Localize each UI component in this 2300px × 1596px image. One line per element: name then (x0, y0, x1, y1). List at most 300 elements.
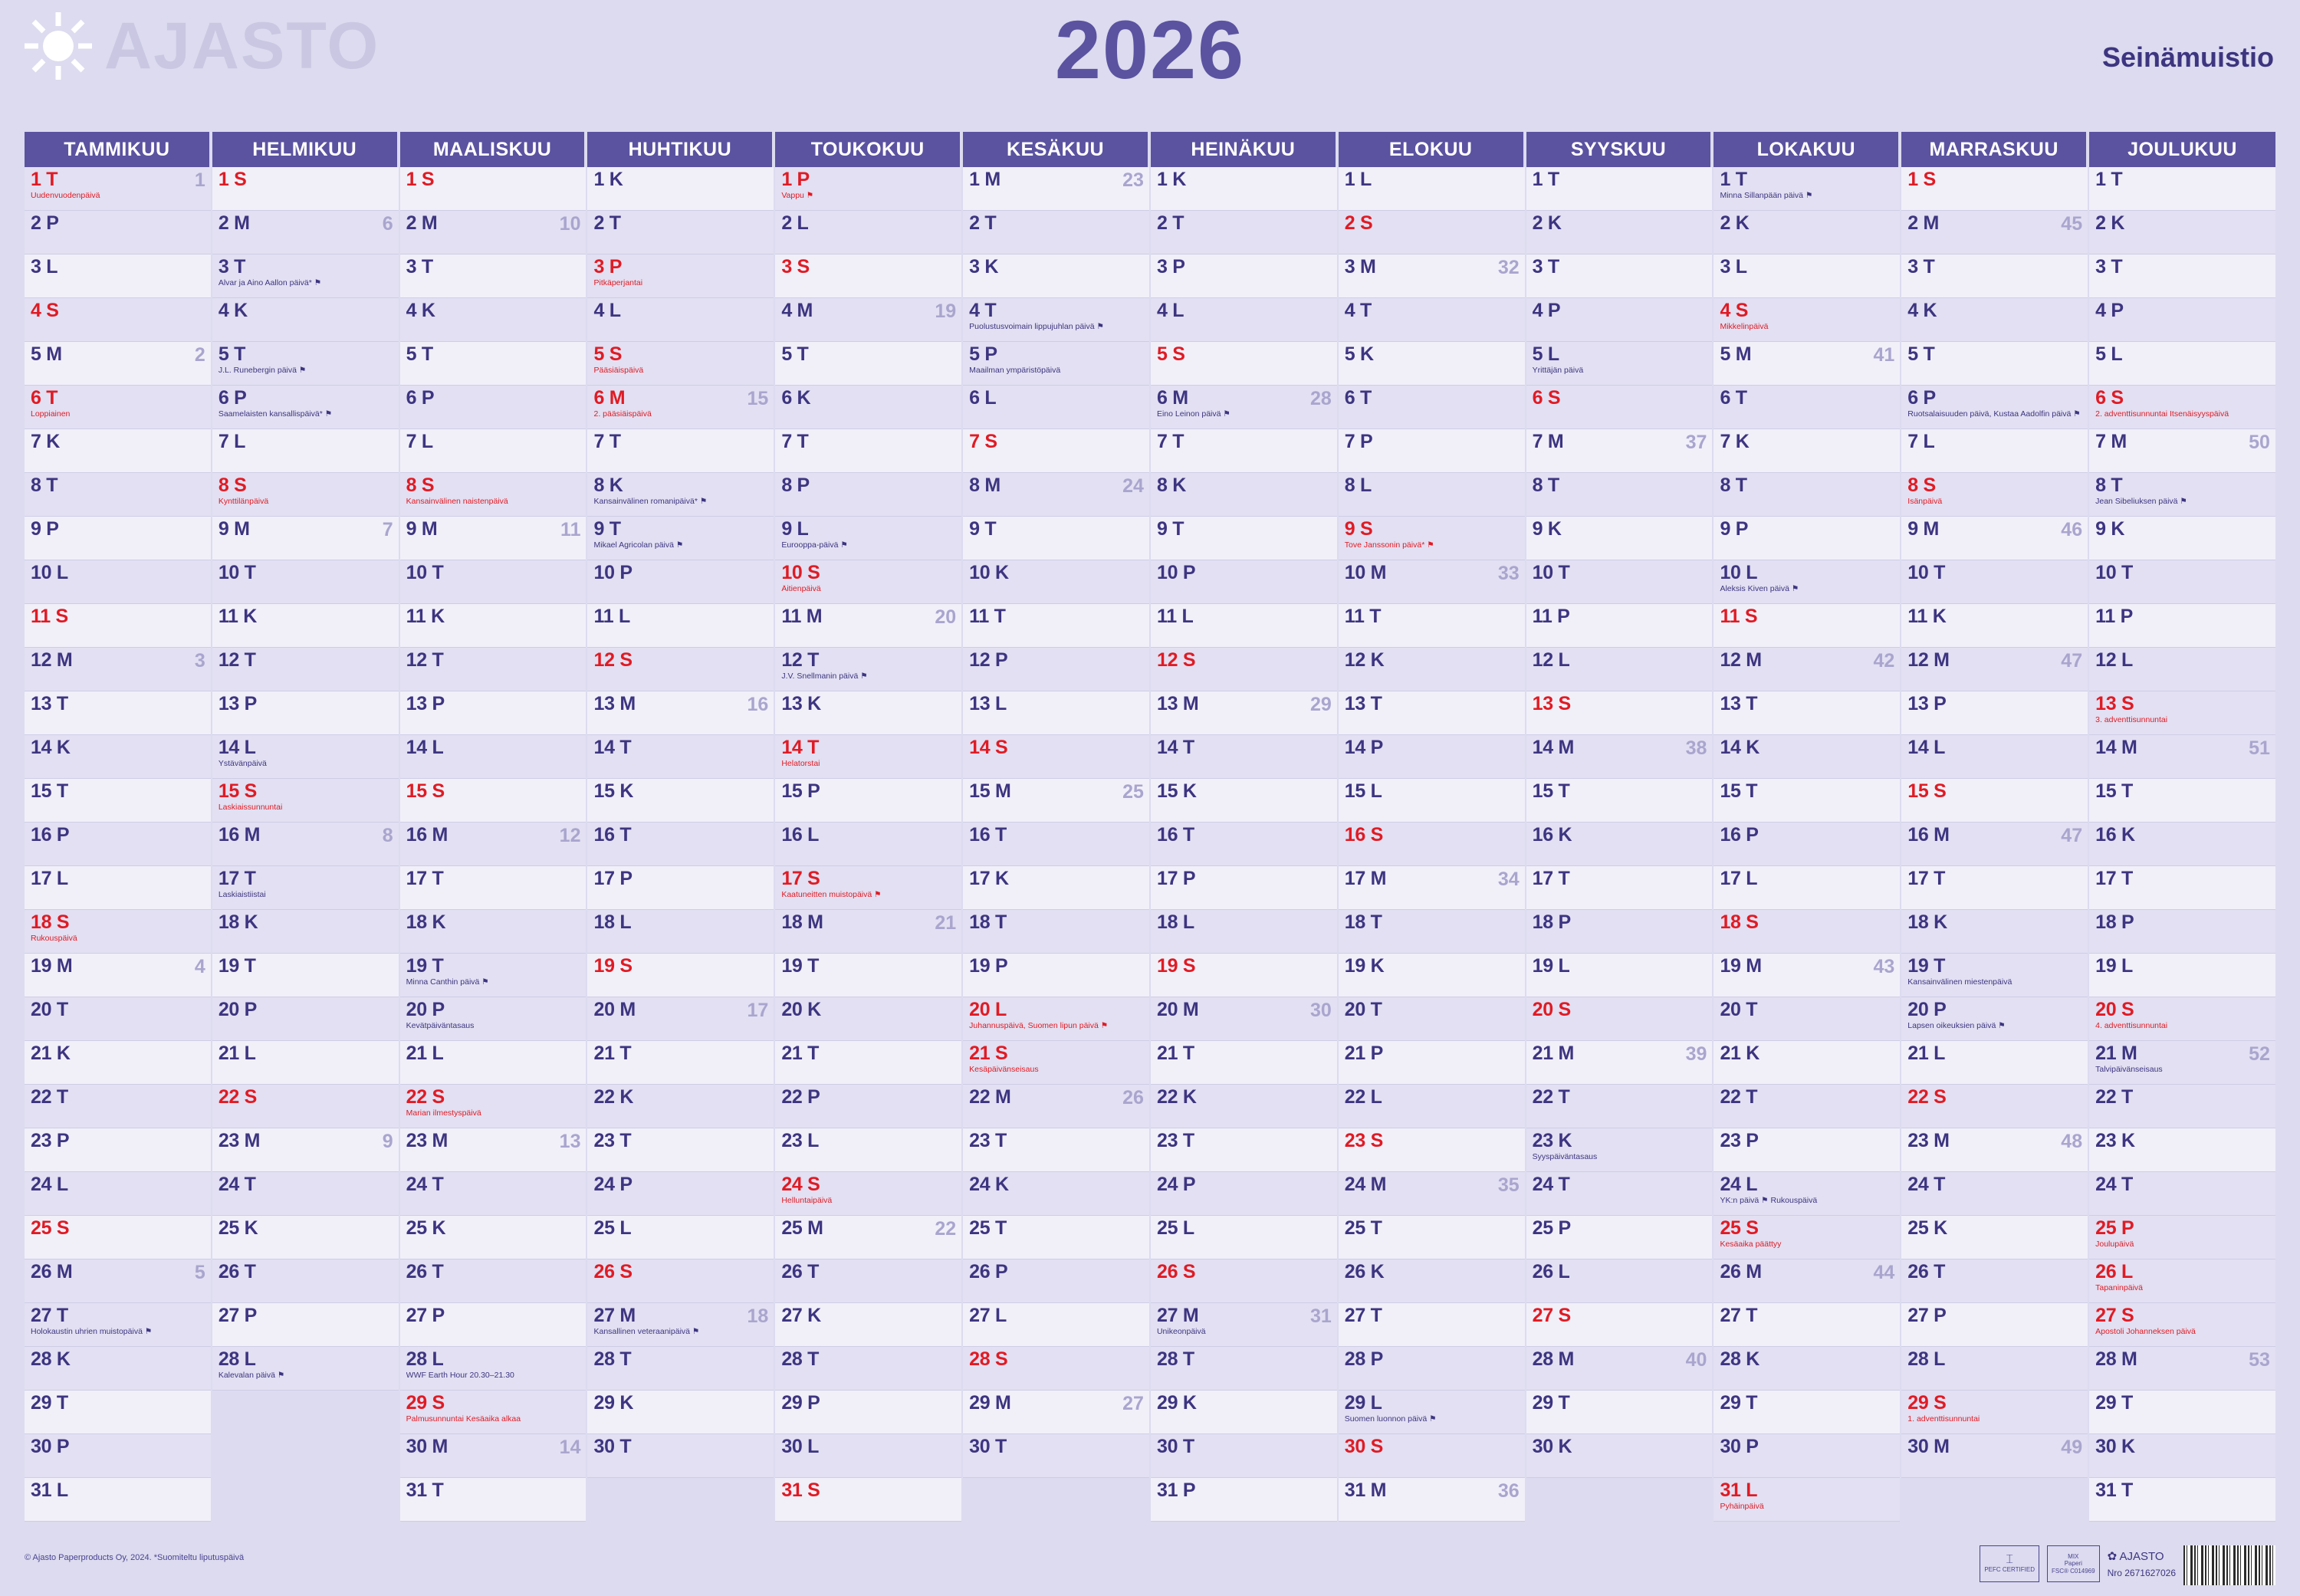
day-cell[interactable] (1714, 1128, 1900, 1172)
day-cell[interactable] (963, 386, 1149, 429)
day-cell[interactable] (1714, 648, 1900, 691)
day-cell[interactable] (1339, 1347, 1525, 1391)
day-cell[interactable] (400, 823, 586, 866)
day-cell[interactable] (1339, 298, 1525, 342)
day-cell[interactable] (587, 473, 774, 517)
day-cell[interactable] (212, 1259, 399, 1303)
day-cell[interactable] (2089, 429, 2275, 473)
day-cell[interactable] (1526, 691, 1713, 735)
day-cell[interactable] (1714, 1085, 1900, 1128)
day-cell[interactable] (587, 298, 774, 342)
day-cell[interactable] (1901, 866, 2088, 910)
day-cell[interactable] (775, 1347, 961, 1391)
day-cell[interactable] (1151, 342, 1337, 386)
day-cell[interactable] (212, 298, 399, 342)
day-cell[interactable] (587, 1391, 774, 1434)
day-cell[interactable] (587, 648, 774, 691)
day-cell[interactable] (25, 211, 211, 255)
day-cell[interactable] (1526, 1303, 1713, 1347)
day-cell[interactable] (2089, 255, 2275, 298)
day-cell[interactable] (1151, 1434, 1337, 1478)
day-cell[interactable] (775, 1478, 961, 1522)
day-cell[interactable] (775, 211, 961, 255)
day-cell[interactable] (963, 1259, 1149, 1303)
day-cell[interactable] (1526, 255, 1713, 298)
day-cell[interactable] (587, 1347, 774, 1391)
day-cell[interactable] (1526, 735, 1713, 779)
day-cell[interactable] (775, 1128, 961, 1172)
day-cell[interactable] (1339, 342, 1525, 386)
day-cell[interactable] (25, 560, 211, 604)
day-cell[interactable] (1526, 517, 1713, 560)
day-cell[interactable] (2089, 691, 2275, 735)
day-cell[interactable] (1714, 735, 1900, 779)
day-cell[interactable] (25, 691, 211, 735)
day-cell[interactable] (400, 1216, 586, 1259)
day-cell[interactable] (400, 954, 586, 997)
day-cell[interactable] (25, 735, 211, 779)
day-cell[interactable] (963, 1434, 1149, 1478)
day-cell[interactable] (1901, 1172, 2088, 1216)
day-cell[interactable] (1714, 342, 1900, 386)
day-cell[interactable] (775, 1216, 961, 1259)
day-cell[interactable] (212, 211, 399, 255)
day-cell[interactable] (2089, 167, 2275, 211)
day-cell[interactable] (2089, 648, 2275, 691)
day-cell[interactable] (1901, 604, 2088, 648)
day-cell[interactable] (1339, 1434, 1525, 1478)
day-cell[interactable] (1714, 910, 1900, 954)
day-cell[interactable] (1339, 1085, 1525, 1128)
day-cell[interactable] (1339, 1216, 1525, 1259)
day-cell[interactable] (775, 735, 961, 779)
day-cell[interactable] (587, 1128, 774, 1172)
day-cell[interactable] (212, 866, 399, 910)
day-cell[interactable] (1714, 211, 1900, 255)
day-cell[interactable] (1151, 167, 1337, 211)
day-cell[interactable] (1714, 1347, 1900, 1391)
day-cell[interactable] (775, 1172, 961, 1216)
day-cell[interactable] (400, 1391, 586, 1434)
day-cell[interactable] (587, 1259, 774, 1303)
day-cell[interactable] (2089, 1172, 2275, 1216)
day-cell[interactable] (1526, 1216, 1713, 1259)
day-cell[interactable] (1151, 691, 1337, 735)
day-cell[interactable] (587, 1303, 774, 1347)
day-cell[interactable] (1714, 1259, 1900, 1303)
day-cell[interactable] (1714, 779, 1900, 823)
day-cell[interactable] (587, 167, 774, 211)
day-cell[interactable] (775, 1434, 961, 1478)
day-cell[interactable] (25, 779, 211, 823)
day-cell[interactable] (400, 997, 586, 1041)
day-cell[interactable] (1339, 1128, 1525, 1172)
day-cell[interactable] (25, 1259, 211, 1303)
day-cell[interactable] (2089, 1259, 2275, 1303)
day-cell[interactable] (1339, 648, 1525, 691)
day-cell[interactable] (963, 298, 1149, 342)
day-cell[interactable] (212, 1216, 399, 1259)
day-cell[interactable] (212, 997, 399, 1041)
day-cell[interactable] (1901, 1128, 2088, 1172)
day-cell[interactable] (2089, 386, 2275, 429)
day-cell[interactable] (1714, 386, 1900, 429)
day-cell[interactable] (2089, 298, 2275, 342)
day-cell[interactable] (400, 779, 586, 823)
day-cell[interactable] (1151, 735, 1337, 779)
day-cell[interactable] (1151, 1347, 1337, 1391)
day-cell[interactable] (1526, 1128, 1713, 1172)
day-cell[interactable] (1339, 866, 1525, 910)
day-cell[interactable] (400, 429, 586, 473)
day-cell[interactable] (963, 1216, 1149, 1259)
day-cell[interactable] (400, 910, 586, 954)
day-cell[interactable] (963, 997, 1149, 1041)
day-cell[interactable] (25, 866, 211, 910)
day-cell[interactable] (212, 691, 399, 735)
day-cell[interactable] (25, 298, 211, 342)
day-cell[interactable] (1526, 1391, 1713, 1434)
day-cell[interactable] (1526, 298, 1713, 342)
day-cell[interactable] (25, 1478, 211, 1522)
day-cell[interactable] (587, 255, 774, 298)
day-cell[interactable] (1714, 1434, 1900, 1478)
day-cell[interactable] (963, 1128, 1149, 1172)
day-cell[interactable] (2089, 735, 2275, 779)
day-cell[interactable] (1526, 560, 1713, 604)
day-cell[interactable] (1339, 691, 1525, 735)
day-cell[interactable] (1151, 298, 1337, 342)
day-cell[interactable] (1339, 910, 1525, 954)
day-cell[interactable] (2089, 1128, 2275, 1172)
day-cell[interactable] (775, 167, 961, 211)
day-cell[interactable] (1901, 1216, 2088, 1259)
day-cell[interactable] (775, 648, 961, 691)
day-cell[interactable] (587, 342, 774, 386)
day-cell[interactable] (1526, 866, 1713, 910)
day-cell[interactable] (775, 691, 961, 735)
day-cell[interactable] (25, 1085, 211, 1128)
day-cell[interactable] (212, 560, 399, 604)
day-cell[interactable] (1151, 1085, 1337, 1128)
day-cell[interactable] (400, 1085, 586, 1128)
day-cell[interactable] (1151, 604, 1337, 648)
day-cell[interactable] (400, 342, 586, 386)
day-cell[interactable] (1901, 255, 2088, 298)
day-cell[interactable] (212, 779, 399, 823)
day-cell[interactable] (2089, 1478, 2275, 1522)
day-cell[interactable] (1151, 997, 1337, 1041)
day-cell[interactable] (1151, 823, 1337, 866)
day-cell[interactable] (1714, 1303, 1900, 1347)
day-cell[interactable] (587, 691, 774, 735)
day-cell[interactable] (400, 735, 586, 779)
day-cell[interactable] (1901, 298, 2088, 342)
day-cell[interactable] (1151, 429, 1337, 473)
day-cell[interactable] (1901, 429, 2088, 473)
day-cell[interactable] (1714, 823, 1900, 866)
day-cell[interactable] (775, 560, 961, 604)
day-cell[interactable] (1151, 560, 1337, 604)
day-cell[interactable] (400, 473, 586, 517)
day-cell[interactable] (400, 560, 586, 604)
day-cell[interactable] (2089, 342, 2275, 386)
day-cell[interactable] (25, 386, 211, 429)
day-cell[interactable] (212, 429, 399, 473)
day-cell[interactable] (400, 691, 586, 735)
day-cell[interactable] (1901, 1041, 2088, 1085)
day-cell[interactable] (1151, 1216, 1337, 1259)
day-cell[interactable] (775, 1041, 961, 1085)
day-cell[interactable] (587, 604, 774, 648)
day-cell[interactable] (212, 604, 399, 648)
day-cell[interactable] (1339, 429, 1525, 473)
day-cell[interactable] (1901, 342, 2088, 386)
day-cell[interactable] (587, 1085, 774, 1128)
day-cell[interactable] (963, 954, 1149, 997)
day-cell[interactable] (1526, 211, 1713, 255)
day-cell[interactable] (1714, 517, 1900, 560)
day-cell[interactable] (1714, 560, 1900, 604)
day-cell[interactable] (963, 823, 1149, 866)
day-cell[interactable] (963, 1303, 1149, 1347)
day-cell[interactable] (400, 1434, 586, 1478)
day-cell[interactable] (963, 779, 1149, 823)
day-cell[interactable] (1901, 473, 2088, 517)
day-cell[interactable] (1526, 1041, 1713, 1085)
day-cell[interactable] (1339, 473, 1525, 517)
day-cell[interactable] (1151, 386, 1337, 429)
day-cell[interactable] (25, 997, 211, 1041)
day-cell[interactable] (400, 1259, 586, 1303)
day-cell[interactable] (212, 386, 399, 429)
day-cell[interactable] (212, 255, 399, 298)
day-cell[interactable] (25, 1347, 211, 1391)
day-cell[interactable] (1339, 604, 1525, 648)
day-cell[interactable] (1901, 386, 2088, 429)
day-cell[interactable] (25, 954, 211, 997)
day-cell[interactable] (963, 866, 1149, 910)
day-cell[interactable] (25, 1391, 211, 1434)
day-cell[interactable] (963, 735, 1149, 779)
day-cell[interactable] (775, 779, 961, 823)
day-cell[interactable] (2089, 1041, 2275, 1085)
day-cell[interactable] (963, 211, 1149, 255)
day-cell[interactable] (587, 910, 774, 954)
day-cell[interactable] (2089, 560, 2275, 604)
day-cell[interactable] (400, 255, 586, 298)
day-cell[interactable] (1151, 1041, 1337, 1085)
day-cell[interactable] (2089, 866, 2275, 910)
day-cell[interactable] (1714, 1391, 1900, 1434)
day-cell[interactable] (25, 1128, 211, 1172)
day-cell[interactable] (1151, 517, 1337, 560)
day-cell[interactable] (963, 1085, 1149, 1128)
day-cell[interactable] (775, 386, 961, 429)
day-cell[interactable] (963, 473, 1149, 517)
day-cell[interactable] (1339, 386, 1525, 429)
day-cell[interactable] (1526, 1172, 1713, 1216)
day-cell[interactable] (1339, 517, 1525, 560)
day-cell[interactable] (400, 648, 586, 691)
day-cell[interactable] (775, 1259, 961, 1303)
day-cell[interactable] (2089, 823, 2275, 866)
day-cell[interactable] (400, 517, 586, 560)
day-cell[interactable] (1526, 386, 1713, 429)
day-cell[interactable] (587, 1041, 774, 1085)
day-cell[interactable] (25, 648, 211, 691)
day-cell[interactable] (212, 823, 399, 866)
day-cell[interactable] (400, 1347, 586, 1391)
day-cell[interactable] (400, 1128, 586, 1172)
day-cell[interactable] (963, 167, 1149, 211)
day-cell[interactable] (2089, 1303, 2275, 1347)
day-cell[interactable] (963, 1391, 1149, 1434)
day-cell[interactable] (587, 866, 774, 910)
day-cell[interactable] (1526, 342, 1713, 386)
day-cell[interactable] (1339, 1303, 1525, 1347)
day-cell[interactable] (1901, 1434, 2088, 1478)
day-cell[interactable] (963, 648, 1149, 691)
day-cell[interactable] (1714, 997, 1900, 1041)
day-cell[interactable] (1526, 779, 1713, 823)
day-cell[interactable] (400, 866, 586, 910)
day-cell[interactable] (1526, 473, 1713, 517)
day-cell[interactable] (587, 560, 774, 604)
day-cell[interactable] (1151, 1259, 1337, 1303)
day-cell[interactable] (775, 1085, 961, 1128)
day-cell[interactable] (1339, 1259, 1525, 1303)
day-cell[interactable] (775, 910, 961, 954)
day-cell[interactable] (1526, 167, 1713, 211)
day-cell[interactable] (963, 1347, 1149, 1391)
day-cell[interactable] (25, 823, 211, 866)
day-cell[interactable] (212, 1128, 399, 1172)
day-cell[interactable] (400, 386, 586, 429)
day-cell[interactable] (1526, 1085, 1713, 1128)
day-cell[interactable] (1714, 604, 1900, 648)
day-cell[interactable] (1526, 604, 1713, 648)
day-cell[interactable] (2089, 1434, 2275, 1478)
day-cell[interactable] (212, 167, 399, 211)
day-cell[interactable] (775, 255, 961, 298)
day-cell[interactable] (1901, 735, 2088, 779)
day-cell[interactable] (400, 1041, 586, 1085)
day-cell[interactable] (2089, 211, 2275, 255)
day-cell[interactable] (775, 342, 961, 386)
day-cell[interactable] (587, 386, 774, 429)
day-cell[interactable] (212, 954, 399, 997)
day-cell[interactable] (587, 211, 774, 255)
day-cell[interactable] (2089, 910, 2275, 954)
day-cell[interactable] (25, 342, 211, 386)
day-cell[interactable] (1901, 1391, 2088, 1434)
day-cell[interactable] (1901, 910, 2088, 954)
day-cell[interactable] (212, 735, 399, 779)
day-cell[interactable] (212, 648, 399, 691)
day-cell[interactable] (587, 735, 774, 779)
day-cell[interactable] (400, 1172, 586, 1216)
day-cell[interactable] (1901, 1303, 2088, 1347)
day-cell[interactable] (963, 429, 1149, 473)
day-cell[interactable] (2089, 1085, 2275, 1128)
day-cell[interactable] (2089, 779, 2275, 823)
day-cell[interactable] (1339, 560, 1525, 604)
day-cell[interactable] (1714, 1216, 1900, 1259)
day-cell[interactable] (212, 1347, 399, 1391)
day-cell[interactable] (25, 604, 211, 648)
day-cell[interactable] (775, 473, 961, 517)
day-cell[interactable] (25, 1434, 211, 1478)
day-cell[interactable] (212, 517, 399, 560)
day-cell[interactable] (1339, 167, 1525, 211)
day-cell[interactable] (2089, 604, 2275, 648)
day-cell[interactable] (2089, 954, 2275, 997)
day-cell[interactable] (1339, 735, 1525, 779)
day-cell[interactable] (1714, 1478, 1900, 1522)
day-cell[interactable] (1526, 429, 1713, 473)
day-cell[interactable] (963, 910, 1149, 954)
day-cell[interactable] (963, 691, 1149, 735)
day-cell[interactable] (1151, 255, 1337, 298)
day-cell[interactable] (1526, 648, 1713, 691)
day-cell[interactable] (25, 1303, 211, 1347)
day-cell[interactable] (400, 1478, 586, 1522)
day-cell[interactable] (775, 517, 961, 560)
day-cell[interactable] (2089, 473, 2275, 517)
day-cell[interactable] (25, 1041, 211, 1085)
day-cell[interactable] (1151, 866, 1337, 910)
day-cell[interactable] (587, 1216, 774, 1259)
day-cell[interactable] (212, 342, 399, 386)
day-cell[interactable] (1151, 211, 1337, 255)
day-cell[interactable] (2089, 997, 2275, 1041)
day-cell[interactable] (1901, 648, 2088, 691)
day-cell[interactable] (775, 1303, 961, 1347)
day-cell[interactable] (775, 1391, 961, 1434)
day-cell[interactable] (1339, 997, 1525, 1041)
day-cell[interactable] (963, 1172, 1149, 1216)
day-cell[interactable] (1339, 255, 1525, 298)
day-cell[interactable] (25, 473, 211, 517)
day-cell[interactable] (1714, 1041, 1900, 1085)
day-cell[interactable] (25, 517, 211, 560)
day-cell[interactable] (1151, 1128, 1337, 1172)
day-cell[interactable] (1901, 1259, 2088, 1303)
day-cell[interactable] (963, 255, 1149, 298)
day-cell[interactable] (775, 298, 961, 342)
day-cell[interactable] (1339, 211, 1525, 255)
day-cell[interactable] (212, 1172, 399, 1216)
day-cell[interactable] (1714, 866, 1900, 910)
day-cell[interactable] (963, 517, 1149, 560)
day-cell[interactable] (1714, 954, 1900, 997)
day-cell[interactable] (1151, 1391, 1337, 1434)
day-cell[interactable] (2089, 1216, 2275, 1259)
day-cell[interactable] (1526, 910, 1713, 954)
day-cell[interactable] (1151, 473, 1337, 517)
day-cell[interactable] (1339, 954, 1525, 997)
day-cell[interactable] (587, 823, 774, 866)
day-cell[interactable] (775, 866, 961, 910)
day-cell[interactable] (1714, 167, 1900, 211)
day-cell[interactable] (25, 167, 211, 211)
day-cell[interactable] (1151, 648, 1337, 691)
day-cell[interactable] (587, 1434, 774, 1478)
day-cell[interactable] (1151, 779, 1337, 823)
day-cell[interactable] (963, 1041, 1149, 1085)
day-cell[interactable] (212, 1085, 399, 1128)
